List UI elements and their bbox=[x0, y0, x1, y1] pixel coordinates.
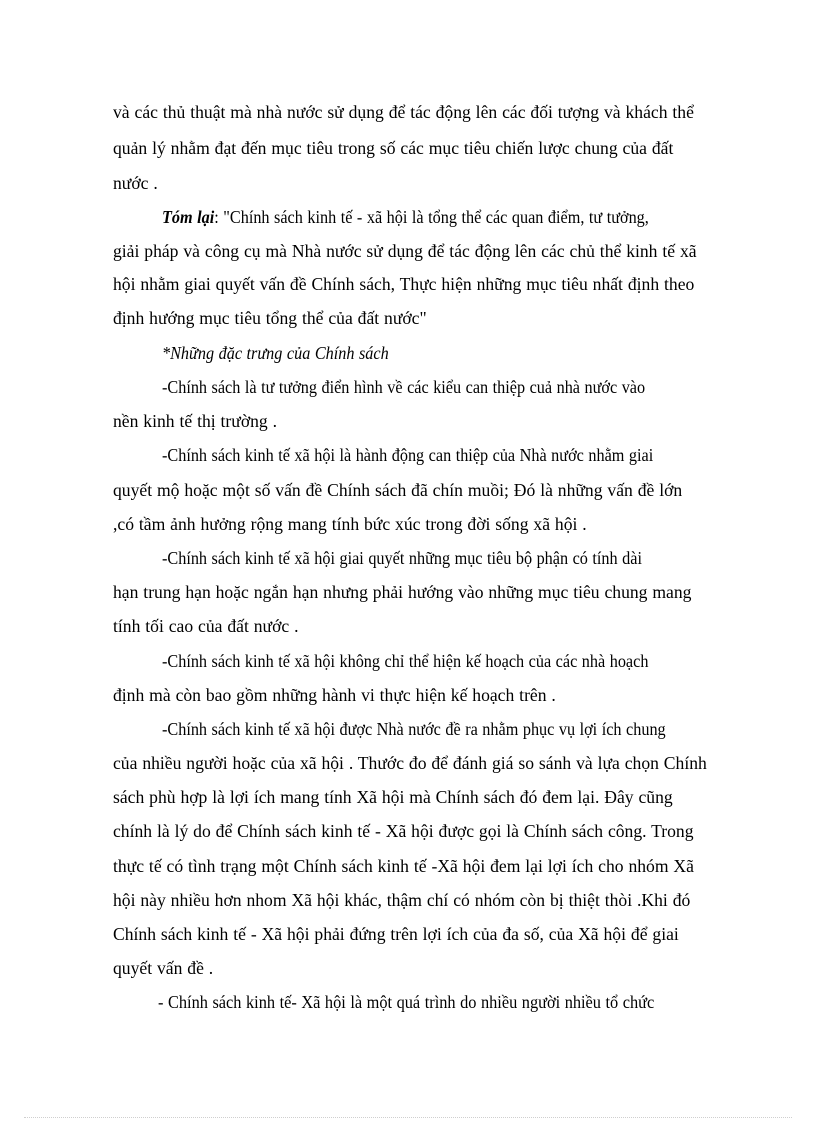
text-line: định mà còn bao gồm những hành vi thực hiện kế hoạch trên . bbox=[113, 685, 556, 705]
text-line: thực tế có tình trạng một Chính sách kinh tế -Xã hội đem lại lợi ích cho nhóm Xã bbox=[113, 856, 694, 876]
text-line: tính tối cao của đất nước . bbox=[113, 616, 299, 636]
text-line: sách phù hợp là lợi ích mang tính Xã hội mà Chính sách đó đem lại. Đây cũng bbox=[113, 787, 673, 807]
text-line: nước . bbox=[113, 173, 158, 193]
summary-lead: Tóm lại bbox=[162, 207, 215, 227]
text-line: giải pháp và công cụ mà Nhà nước sử dụng để tác động lên các chủ thể kinh tế xã bbox=[113, 241, 697, 261]
text-line: định hướng mục tiêu tổng thể của đất nước" bbox=[113, 308, 427, 328]
text-line: của nhiều người hoặc của xã hội . Thước đo để đánh giá so sánh và lựa chọn Chính bbox=[113, 753, 707, 773]
summary-text: : "Chính sách kinh tế - xã hội là tổng thể các quan điểm, tư tưởng, bbox=[214, 207, 649, 227]
page-bottom-divider bbox=[24, 1117, 792, 1118]
text-line: quyết mộ hoặc một số vấn đề Chính sách đã chín muồi; Đó là những vấn đề lớn bbox=[113, 480, 683, 500]
text-line: chính là lý do để Chính sách kinh tế - Xã hội được gọi là Chính sách công. Trong bbox=[113, 821, 694, 841]
text-line: ,có tầm ảnh hưởng rộng mang tính bức xúc trong đời sống xã hội . bbox=[113, 514, 587, 534]
summary-line bbox=[162, 206, 738, 228]
section-heading: *Những đặc trưng của Chính sách bbox=[162, 343, 389, 363]
text-line: hội này nhiều hơn nhom Xã hội khác, thậm chí có nhóm còn bị thiệt thòi .Khi đó bbox=[113, 890, 691, 910]
text-line: hạn trung hạn hoặc ngắn hạn nhưng phải hướng vào những mục tiêu chung mang bbox=[113, 582, 692, 602]
text-line: -Chính sách kinh tế xã hội không chỉ thể hiện kế hoạch của các nhà hoạch bbox=[162, 651, 649, 671]
text-line: hội nhằm giai quyết vấn đề Chính sách, Thực hiện những mục tiêu nhất định theo bbox=[113, 274, 695, 294]
text-line: quyết vấn đề . bbox=[113, 958, 214, 978]
text-line: nền kinh tế thị trường . bbox=[113, 411, 278, 431]
text-line: - Chính sách kinh tế- Xã hội là một quá trình do nhiều người nhiều tổ chức bbox=[158, 992, 655, 1012]
text-line: -Chính sách kinh tế xã hội được Nhà nước đề ra nhằm phục vụ lợi ích chung bbox=[162, 719, 666, 739]
text-line: Chính sách kinh tế - Xã hội phải đứng trên lợi ích của đa số, của Xã hội để giai bbox=[113, 924, 679, 944]
text-line: và các thủ thuật mà nhà nước sử dụng để tác động lên các đối tượng và khách thể bbox=[113, 102, 694, 122]
text-line: -Chính sách là tư tưởng điển hình về các kiểu can thiệp cuả nhà nước vào bbox=[162, 377, 646, 397]
text-line: quản lý nhằm đạt đến mục tiêu trong số các mục tiêu chiến lược chung của đất bbox=[113, 138, 674, 158]
text-line: -Chính sách kinh tế xã hội là hành động can thiệp của Nhà nước nhằm giai bbox=[162, 445, 654, 465]
text-line: -Chính sách kinh tế xã hội giai quyết những mục tiêu bộ phận có tính dài bbox=[162, 548, 642, 568]
